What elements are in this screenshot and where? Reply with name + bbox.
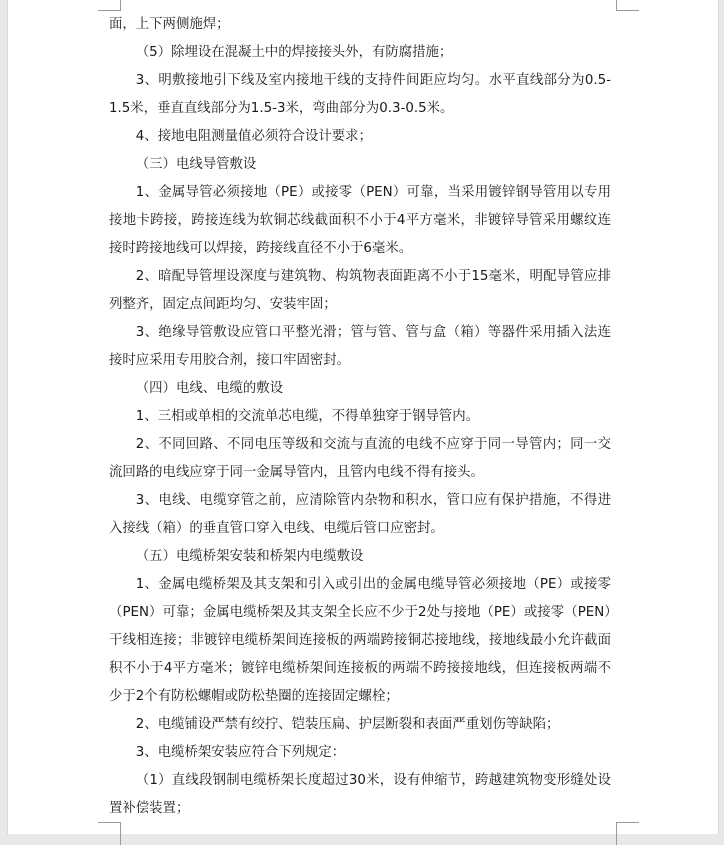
paragraph-wiring-3: 3、电线、电缆穿管之前，应清除管内杂物和积水，管口应有保护措施，不得进入接线（箱）的垂直管口穿入电线、电缆后管口应密封。 <box>109 493 611 536</box>
document-body <box>109 11 611 823</box>
paragraph-conduit-2: 2、暗配导管埋设深度与建筑物、构筑物表面距离不小于15毫米，明配导管应排列整齐，固定点间距均匀、安装牢固； <box>109 269 611 312</box>
paragraph-wiring-1: 1、三相或单相的交流单芯电缆，不得单独穿于钢导管内。 <box>135 409 480 424</box>
paragraph-tray-3-1: （1）直线段钢制电缆桥架长度超过30米，设有伸缩节，跨越建筑物变形缝处设置补偿装置； <box>109 773 611 816</box>
section-heading-wiring: （四）电线、电缆的敷设 <box>135 381 284 396</box>
paragraph-tray-3: 3、电缆桥架安装应符合下列规定： <box>135 745 346 760</box>
crop-mark-top-left <box>98 0 121 11</box>
section-heading-conduit: （三）电线导管敷设 <box>135 157 257 172</box>
paragraph-conduit-3: 3、绝缘导管敷设应管口平整光滑；管与管、管与盒（箱）等器件采用插入法连接时应采用专用胶合剂，接口牢固密封。 <box>109 325 611 368</box>
paragraph-item-5: （5）除埋设在混凝土中的焊接接头外，有防腐措施； <box>135 45 453 60</box>
paragraph-continuation: 面，上下两侧施焊； <box>109 17 230 32</box>
paragraph-conduit-1: 1、金属导管必须接地（PE）或接零（PEN）可靠，当采用镀锌钢导管用以专用接地卡跨接，跨接连线为软铜芯线截面积不小于4平方毫米，非镀锌导管采用螺纹连接时跨接地线可以焊接，跨接线直径不小于6毫米。 <box>109 185 611 256</box>
section-heading-cable-tray: （五）电缆桥架安装和桥架内电缆敷设 <box>135 549 364 564</box>
paragraph-item-4-resistance: 4、接地电阻测量值必须符合设计要求； <box>135 129 372 144</box>
paragraph-tray-2: 2、电缆铺设严禁有绞拧、铠装压扁、护层断裂和表面严重划伤等缺陷； <box>135 717 560 732</box>
paragraph-item-3-spacing: 3、明敷接地引下线及室内接地干线的支持件间距应均匀。水平直线部分为0.5-1.5米，垂直直线部分为1.5-3米，弯曲部分为0.3-0.5米。 <box>109 73 611 116</box>
crop-mark-top-right <box>616 0 639 11</box>
paragraph-wiring-2: 2、不同回路、不同电压等级和交流与直流的电线不应穿于同一导管内；同一交流回路的电线应穿于同一金属导管内，且管内电线不得有接头。 <box>109 437 611 480</box>
paragraph-tray-1: 1、金属电缆桥架及其支架和引入或引出的金属电缆导管必须接地（PE）或接零（PEN）可靠；金属电缆桥架及其支架全长应不少于2处与接地（PE）或接零（PEN）干线相连接；非镀锌电缆桥架间连接板的两端跨接铜芯接地线，接地线最小允许截面积不小于4平方毫米；镀锌电缆桥架间连接板的两端不跨接接地线，但连接板两端不少于2个有防松螺帽或防松垫圈的连接固定螺栓； <box>109 577 611 704</box>
